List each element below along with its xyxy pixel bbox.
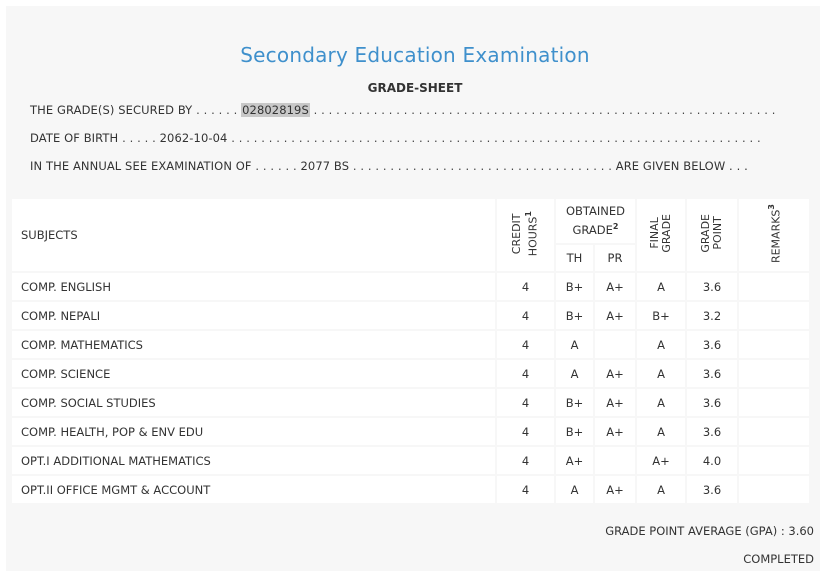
- dob-value: 2062-10-04: [159, 131, 228, 145]
- pr-grade-cell: A+: [595, 360, 635, 387]
- remarks-cell: [739, 418, 809, 445]
- result-status: COMPLETED: [743, 552, 814, 566]
- pr-grade-cell: A+: [595, 389, 635, 416]
- table-row: [12, 273, 809, 300]
- pr-header: PR: [595, 245, 635, 271]
- pr-grade-cell: A+: [595, 273, 635, 300]
- table-row: [12, 331, 809, 358]
- th-grade-cell: B+: [556, 273, 593, 300]
- subject-cell: COMP. HEALTH, POP & ENV EDU: [12, 418, 495, 445]
- subjects-header: SUBJECTS: [12, 199, 495, 271]
- final-grade-cell: A: [637, 418, 685, 445]
- subject-cell: OPT.II OFFICE MGMT & ACCOUNT: [12, 476, 495, 503]
- subject-cell: COMP. ENGLISH: [12, 273, 495, 300]
- credit-cell: 4: [497, 447, 554, 474]
- final-grade-cell: A: [637, 476, 685, 503]
- secured-by-line: [30, 103, 776, 117]
- dob-line: [30, 131, 761, 145]
- page-subtitle: GRADE-SHEET: [367, 81, 463, 95]
- obtained-grade-header: OBTAINED GRADE$^2$: [556, 199, 635, 243]
- dot-leader: . . . . . .: [251, 159, 301, 173]
- grade-point-cell: 3.6: [687, 273, 737, 300]
- th-grade-cell: B+: [556, 418, 593, 445]
- table-row: [12, 389, 809, 416]
- credit-hours-header: CREDIT HOURS$^1$: [497, 199, 554, 271]
- right-edge: [820, 0, 830, 571]
- subject-cell: COMP. SCIENCE: [12, 360, 495, 387]
- pr-grade-cell: A+: [595, 476, 635, 503]
- final-grade-cell: B+: [637, 302, 685, 329]
- final-grade-cell: A: [637, 389, 685, 416]
- final-grade-header: FINAL GRADE: [637, 199, 685, 271]
- pr-grade-cell: [595, 447, 635, 474]
- grade-point-cell: 3.6: [687, 389, 737, 416]
- final-grade-cell: A+: [637, 447, 685, 474]
- remarks-cell: [739, 302, 809, 329]
- subject-cell: COMP. NEPALI: [12, 302, 495, 329]
- exam-year: 2077 BS: [300, 159, 350, 173]
- dot-leader: . . . . .: [118, 131, 160, 145]
- table-row: [12, 447, 809, 474]
- th-grade-cell: B+: [556, 389, 593, 416]
- subject-cell: OPT.I ADDITIONAL MATHEMATICS: [12, 447, 495, 474]
- grade-point-cell: 3.6: [687, 418, 737, 445]
- th-grade-cell: A+: [556, 447, 593, 474]
- credit-cell: 4: [497, 273, 554, 300]
- grade-point-cell: 3.2: [687, 302, 737, 329]
- pr-grade-cell: A+: [595, 302, 635, 329]
- symbol-number: 02802819S: [242, 103, 309, 117]
- table-row: [12, 360, 809, 387]
- subject-cell: COMP. SOCIAL STUDIES: [12, 389, 495, 416]
- grade-table-container: [10, 197, 811, 505]
- pr-grade-cell: [595, 331, 635, 358]
- credit-cell: 4: [497, 302, 554, 329]
- grade-table: [10, 197, 811, 505]
- dot-leader: . . . . . . . . . . . . . . . . . . . . . . . . . . . . . . . . . . .: [349, 159, 616, 173]
- credit-cell: 4: [497, 360, 554, 387]
- exam-line: [30, 159, 748, 173]
- th-grade-cell: A: [556, 476, 593, 503]
- final-grade-cell: A: [637, 273, 685, 300]
- dot-leader: . . . . . . . . . . . . . . . . . . . . . . . . . . . . . . . . . . . . . . . . . . . . . . . . . . . . . . . . . . . . . . . . . . . . . . .: [227, 131, 761, 145]
- remarks-cell: [739, 273, 809, 300]
- dot-leader: . . . . . . . . . . . . . . . . . . . . . . . . . . . . . . . . . . . . . . . . . . . . . . . . . . . . . . . . . . . . . .: [309, 103, 776, 117]
- remarks-cell: [739, 331, 809, 358]
- th-grade-cell: A: [556, 360, 593, 387]
- table-row: [12, 418, 809, 445]
- grade-point-cell: 3.6: [687, 360, 737, 387]
- remarks-cell: [739, 447, 809, 474]
- th-grade-cell: B+: [556, 302, 593, 329]
- grade-point-cell: 3.6: [687, 476, 737, 503]
- table-row: [12, 476, 809, 503]
- remarks-cell: [739, 389, 809, 416]
- grade-point-cell: 4.0: [687, 447, 737, 474]
- page-title: Secondary Education Examination: [240, 43, 590, 67]
- credit-cell: 4: [497, 418, 554, 445]
- grade-point-cell: 3.6: [687, 331, 737, 358]
- exam-label: IN THE ANNUAL SEE EXAMINATION OF: [30, 159, 252, 173]
- th-header: TH: [556, 245, 593, 271]
- grade-point-header: GRADE POINT: [687, 199, 737, 271]
- remarks-cell: [739, 476, 809, 503]
- credit-cell: 4: [497, 389, 554, 416]
- credit-cell: 4: [497, 331, 554, 358]
- dot-leader: . . . . . .: [192, 103, 242, 117]
- final-grade-cell: A: [637, 360, 685, 387]
- subject-cell: COMP. MATHEMATICS: [12, 331, 495, 358]
- th-grade-cell: A: [556, 331, 593, 358]
- table-row: [12, 302, 809, 329]
- dob-label: DATE OF BIRTH: [30, 131, 119, 145]
- pr-grade-cell: A+: [595, 418, 635, 445]
- remarks-header: REMARKS$^3$: [739, 199, 809, 271]
- final-grade-cell: A: [637, 331, 685, 358]
- remarks-cell: [739, 360, 809, 387]
- gpa-summary: GRADE POINT AVERAGE (GPA) : 3.60: [605, 524, 814, 538]
- exam-suffix: ARE GIVEN BELOW . . .: [615, 159, 748, 173]
- credit-cell: 4: [497, 476, 554, 503]
- secured-by-label: THE GRADE(S) SECURED BY: [30, 103, 193, 117]
